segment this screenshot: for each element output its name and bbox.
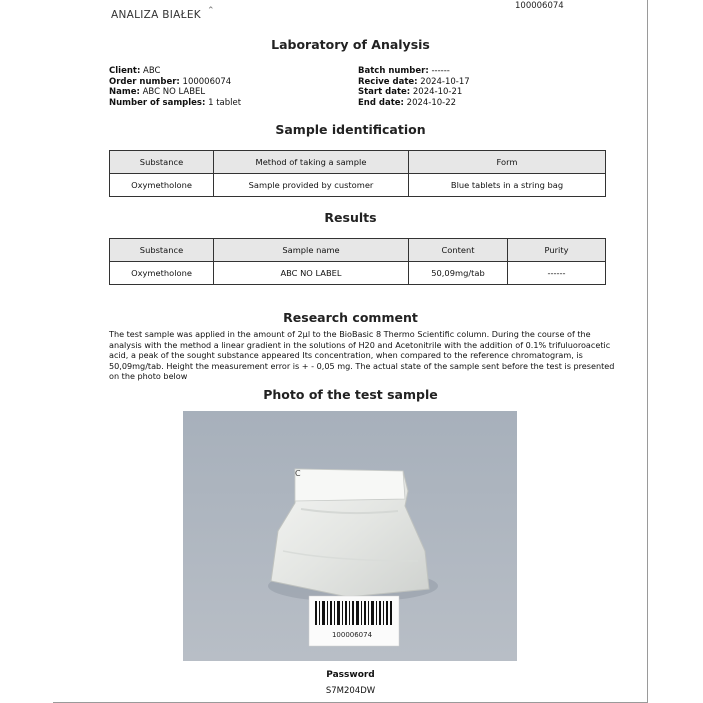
column-header: Form: [409, 151, 606, 174]
password-label: Password: [326, 670, 375, 680]
brand-logo: [111, 6, 215, 21]
table-cell: Oxymetholone: [110, 174, 214, 197]
table-cell: 50,09mg/tab: [409, 262, 508, 285]
table-cell: Blue tablets in a string bag: [409, 174, 606, 197]
samples-value: 1 tablet: [208, 97, 242, 108]
document-number: 100006074: [515, 1, 564, 11]
info-right: Batch number: ------ Recive date: 2024-10-17 Start date: 2024-10-21 End date: 2024-10-22: [358, 66, 470, 108]
sample-label-number: 100006074: [331, 631, 373, 639]
batch-value: ------: [431, 66, 450, 76]
brand-mark-icon: ⌃: [207, 6, 215, 16]
info-left: Client: ABC Order number: 100006074 Name: ABC NO LABEL Number of samples: 1 tablet: [109, 66, 242, 108]
sample-identification-heading: Sample identification: [275, 122, 426, 137]
sample-identification-table: [109, 150, 606, 197]
password-value: S7M204DW: [325, 686, 376, 696]
column-header: Substance: [110, 239, 214, 262]
sample-photo: [183, 411, 517, 661]
name-value: ABC NO LABEL: [142, 87, 206, 97]
table-header-row: [110, 239, 606, 262]
table-header-row: [110, 151, 606, 174]
table-cell: Oxymetholone: [110, 262, 214, 285]
results-table: [109, 238, 606, 285]
end-date-value: 2024-10-22: [406, 97, 457, 108]
table-cell: Sample provided by customer: [214, 174, 409, 197]
photo-heading: Photo of the test sample: [263, 387, 438, 402]
page-title: Laboratory of Analysis: [271, 37, 430, 52]
research-comment-text: The test sample was applied in the amount of 2µl to the BioBasic 8 Thermo Scientific column. During the course of the analysis with the method a linear gradient in the solutions of H20 and Acetonitrile with the addition of 0.1% trifuluoroacetic acid, a peak of the sought substance appeared Its concentration, when compared to the reference chromatogram, is 50,09mg/tab. Height the measurement error is + - 0,05 mg. The actual state of the sample sent before the test is presented on the photo below: [109, 329, 615, 382]
client-value: ABC: [143, 66, 161, 76]
column-header: Substance: [110, 151, 214, 174]
bag-mark: C: [295, 469, 301, 478]
start-date-value: 2024-10-21: [412, 87, 463, 97]
table-cell: ABC NO LABEL: [214, 262, 409, 285]
table-row: [110, 262, 606, 285]
table-cell: ------: [508, 262, 606, 285]
receive-date-value: 2024-10-17: [420, 76, 470, 87]
column-header: Method of taking a sample: [214, 151, 409, 174]
brand-name: ANALIZA BIAŁEK: [111, 9, 201, 21]
research-comment-heading: Research comment: [283, 310, 418, 325]
results-heading: Results: [324, 210, 377, 225]
column-header: Sample name: [214, 239, 409, 262]
column-header: Content: [409, 239, 508, 262]
table-row: [110, 174, 606, 197]
order-value: 100006074: [182, 76, 232, 87]
report-page: [53, 0, 648, 703]
column-header: Purity: [508, 239, 606, 262]
